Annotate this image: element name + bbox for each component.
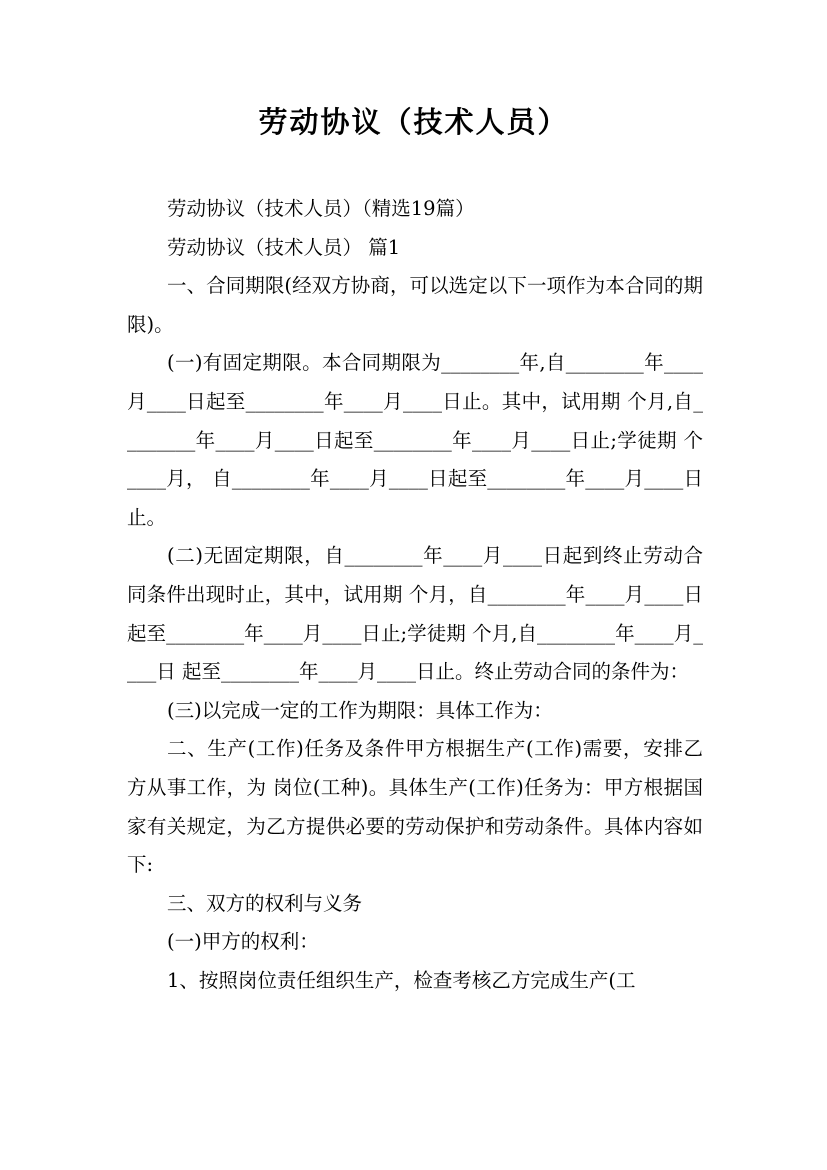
party-a-rights-heading: (一)甲方的权利： bbox=[167, 930, 319, 954]
document-title: 劳动协议（技术人员） bbox=[258, 105, 569, 139]
document-body bbox=[127, 190, 703, 1000]
section-heading: 劳动协议（技术人员） 篇1 bbox=[167, 235, 401, 259]
production-task-paragraph: 二、生产(工作)任务及条件甲方根据生产(工作)需要，安排乙方从事工作，为 岗位(工种)。具体生产(工作)任务为：甲方根据国家有关规定，为乙方提供必要的劳动保护和劳动条件。具体内容如下: bbox=[127, 737, 703, 877]
list-item: 1、按照岗位责任组织生产，检查考核乙方完成生产(工 bbox=[167, 968, 636, 992]
contract-term-paragraph: 一、合同期限(经双方协商，可以选定以下一项作为本合同的期限)。 bbox=[127, 274, 703, 336]
fixed-term-paragraph: (一)有固定期限。本合同期限为________年,自________年____月____日起至________年____月____日止。其中，试用期 个月,自________年____月____日起至________年____月____日止;学徒期 个____月， 自________年____月____日起至________年____月____日止。 bbox=[127, 351, 703, 529]
subtitle-paragraph: 劳动协议（技术人员）（精选19篇） bbox=[167, 197, 475, 220]
open-term-paragraph: (二)无固定期限，自________年____月____日起到终止劳动合同条件出现时止，其中，试用期 个月，自________年____月____日起至________年____月____日止;学徒期 个月,自________年____月____日 起至________年____月____日止。终止劳动合同的条件为： bbox=[127, 544, 703, 684]
rights-duties-heading: 三、双方的权利与义务 bbox=[167, 891, 363, 915]
task-term-paragraph: (三)以完成一定的工作为期限：具体工作为： bbox=[167, 698, 553, 722]
